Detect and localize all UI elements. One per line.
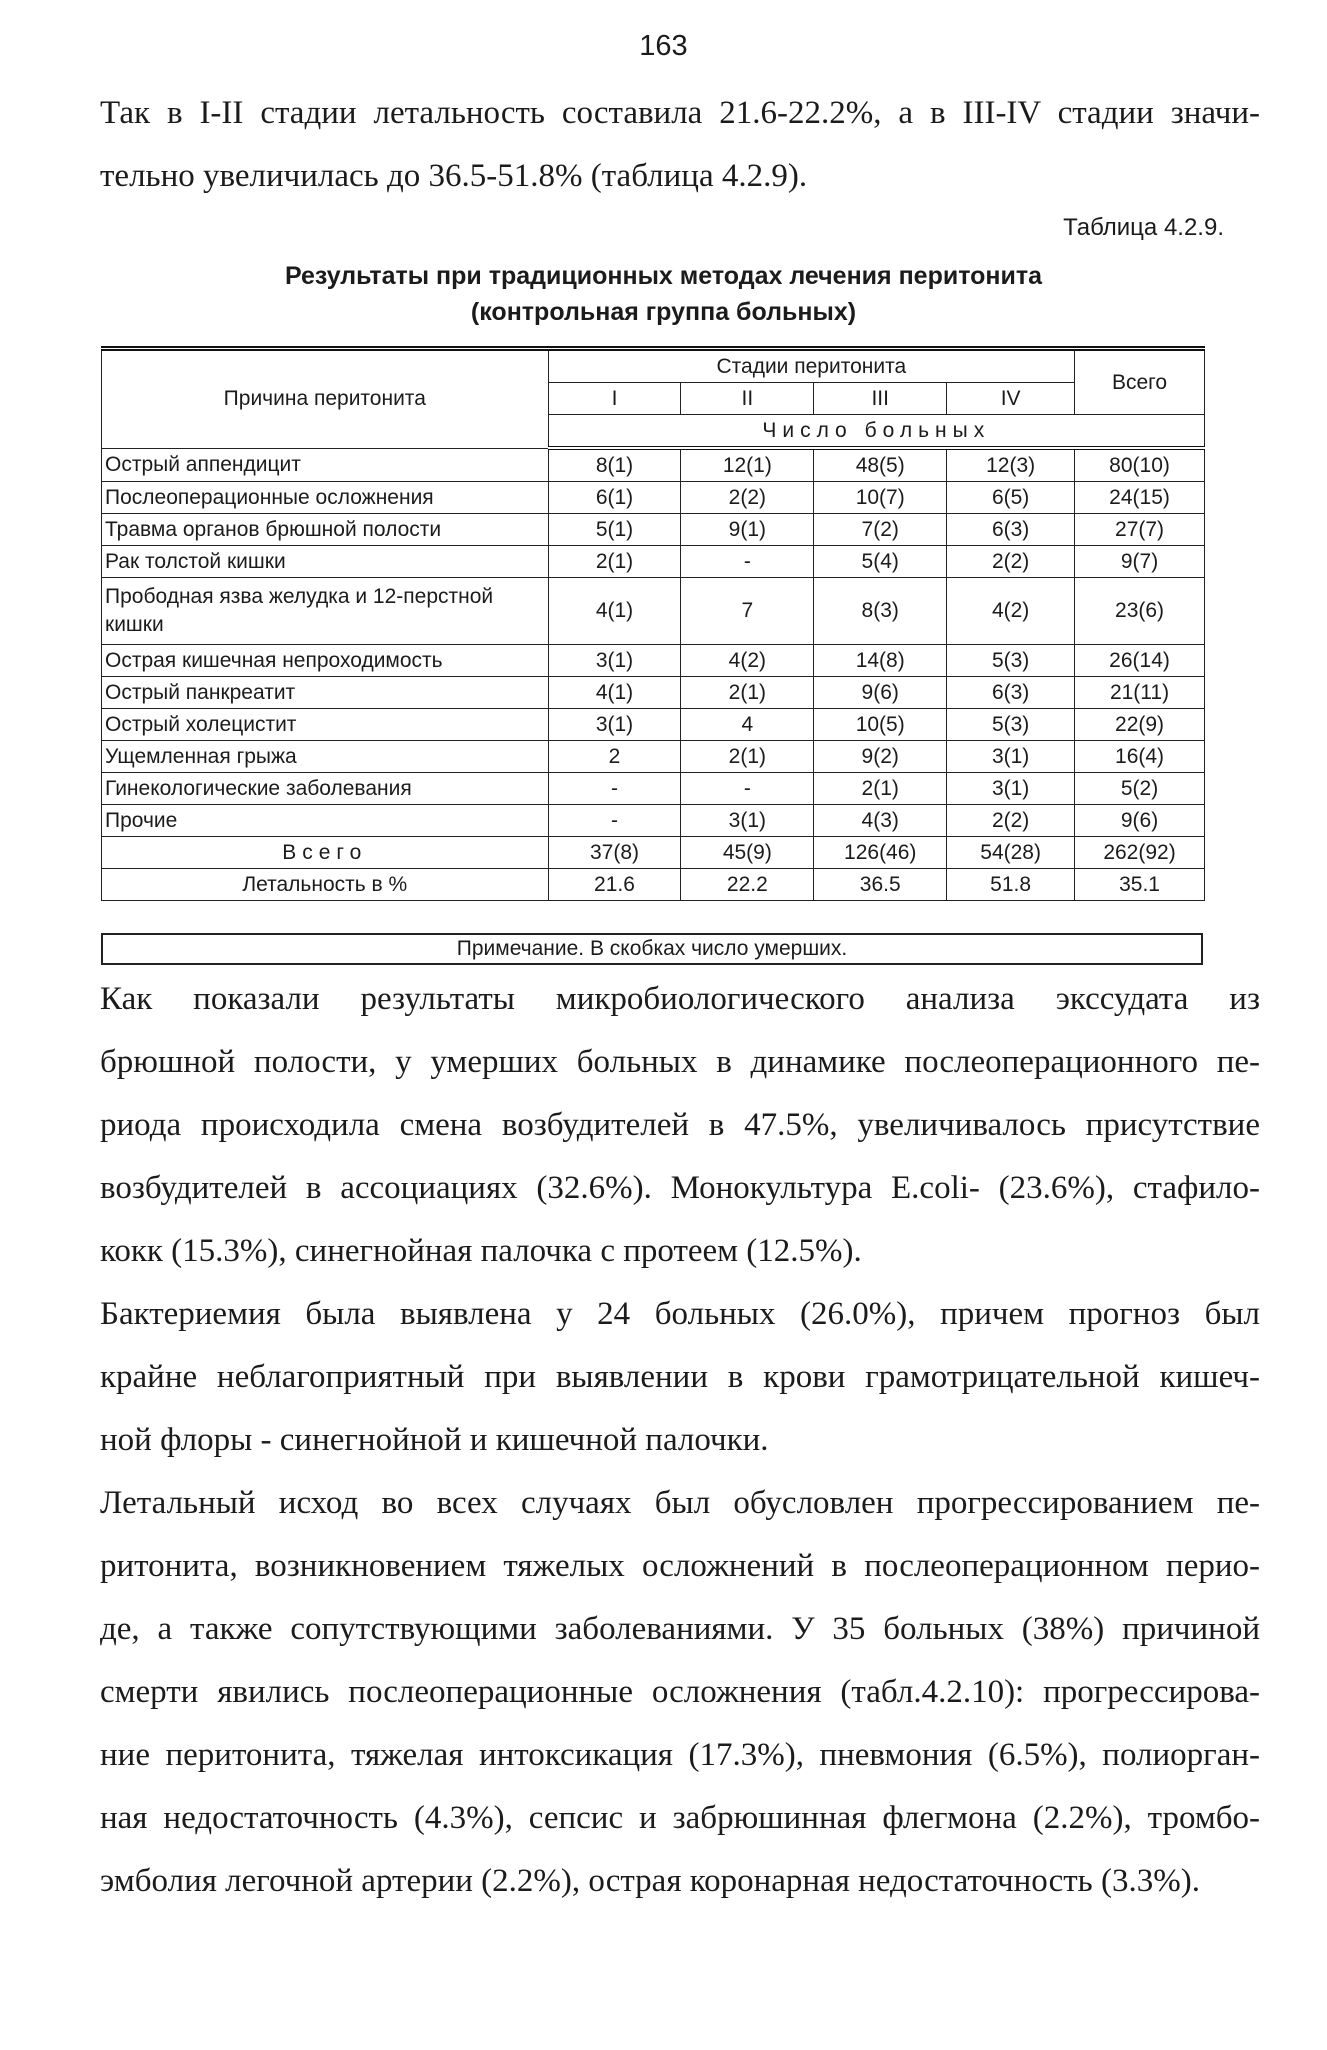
value-cell: 2(1) <box>814 773 947 805</box>
paragraph-line: возбудителей в ассоциациях (32.6%). Монокультура E.coli- (23.6%), стафило- <box>100 1170 1260 1206</box>
total-header: Всего <box>1075 349 1205 415</box>
cause-cell: Острый аппендицит <box>102 448 549 482</box>
value-cell: 8(1) <box>548 448 681 482</box>
value-cell: 12(3) <box>947 448 1075 482</box>
value-cell: 9(6) <box>1075 805 1205 837</box>
mortality-cell: 36.5 <box>814 869 947 901</box>
intro-paragraph <box>100 82 1260 208</box>
stage-header: IV <box>947 383 1075 415</box>
value-cell: 9(6) <box>814 677 947 709</box>
value-cell: 9(1) <box>681 514 814 546</box>
value-cell: 2(2) <box>947 805 1075 837</box>
paragraph-line: ная недостаточность (4.3%), сепсис и забрюшинная флегмона (2.2%), тромбо- <box>100 1800 1260 1836</box>
paragraph-mortality <box>100 1472 1260 1913</box>
results-table <box>101 346 1205 901</box>
mortality-cell: 21.6 <box>548 869 681 901</box>
value-cell: 2(1) <box>548 546 681 578</box>
page-number: 163 <box>639 30 688 62</box>
table-row <box>102 514 1205 546</box>
total-cell: 126(46) <box>814 837 947 869</box>
table-label: Таблица 4.2.9. <box>1063 214 1224 241</box>
total-cell: 37(8) <box>548 837 681 869</box>
table-title-line: Результаты при традиционных методах лечения перитонита <box>284 262 1043 290</box>
table-row <box>102 805 1205 837</box>
value-cell: 3(1) <box>947 741 1075 773</box>
total-cell: 45(9) <box>681 837 814 869</box>
value-cell: 4 <box>681 709 814 741</box>
value-cell: 10(5) <box>814 709 947 741</box>
value-cell: 22(9) <box>1075 709 1205 741</box>
value-cell: - <box>548 805 681 837</box>
value-cell: 7 <box>681 578 814 645</box>
cause-cell: Острый панкреатит <box>102 677 549 709</box>
paragraph-line: Бактериемия была выявлена у 24 больных (26.0%), причем прогноз был <box>100 1296 1260 1332</box>
cause-cell: Прочие <box>102 805 549 837</box>
paragraph-bacteremia <box>100 1283 1260 1472</box>
value-cell: 2 <box>548 741 681 773</box>
table-row <box>102 546 1205 578</box>
value-cell: 5(1) <box>548 514 681 546</box>
table-header-row <box>102 349 1205 383</box>
cause-cell: Прободная язва желудка и 12-перстной кишки <box>102 578 549 645</box>
value-cell: 4(1) <box>548 578 681 645</box>
value-cell: 3(1) <box>947 773 1075 805</box>
mortality-cell: 35.1 <box>1075 869 1205 901</box>
value-cell: 5(3) <box>947 709 1075 741</box>
value-cell: 6(1) <box>548 482 681 514</box>
table-title-line: (контрольная группа больных) <box>470 298 857 326</box>
cause-cell: Рак толстой кишки <box>102 546 549 578</box>
table-row <box>102 645 1205 677</box>
paragraph-line: Летальный исход во всех случаях был обусловлен прогрессированием пе- <box>100 1485 1260 1521</box>
value-cell: 6(3) <box>947 514 1075 546</box>
intro-line: тельно увеличилась до 36.5-51.8% (таблица 4.2.9). <box>100 158 808 194</box>
cause-cell: Ущемленная грыжа <box>102 741 549 773</box>
total-cell: 262(92) <box>1075 837 1205 869</box>
value-cell: 23(6) <box>1075 578 1205 645</box>
value-cell: 5(3) <box>947 645 1075 677</box>
intro-line: Так в I-II стадии летальность составила 21.6-22.2%, а в III-IV стадии значи- <box>100 95 1260 131</box>
table-note: Примечание. В скобках число умерших. <box>101 933 1203 965</box>
total-cell: 54(28) <box>947 837 1075 869</box>
value-cell: 14(8) <box>814 645 947 677</box>
table-row <box>102 741 1205 773</box>
stage-header: I <box>548 383 681 415</box>
value-cell: 6(5) <box>947 482 1075 514</box>
value-cell: 4(2) <box>681 645 814 677</box>
value-cell: 2(1) <box>681 677 814 709</box>
table-row <box>102 709 1205 741</box>
value-cell: 12(1) <box>681 448 814 482</box>
value-cell: 8(3) <box>814 578 947 645</box>
value-cell: 4(2) <box>947 578 1075 645</box>
table-row <box>102 482 1205 514</box>
value-cell: 7(2) <box>814 514 947 546</box>
value-cell: 6(3) <box>947 677 1075 709</box>
count-header: Число больных <box>548 415 1204 449</box>
value-cell: 9(7) <box>1075 546 1205 578</box>
value-cell: 2(2) <box>681 482 814 514</box>
value-cell: 24(15) <box>1075 482 1205 514</box>
stage-header: II <box>681 383 814 415</box>
value-cell: 3(1) <box>681 805 814 837</box>
table-title <box>0 258 1327 330</box>
value-cell: 3(1) <box>548 645 681 677</box>
cause-header: Причина перитонита <box>102 349 549 449</box>
total-row <box>102 837 1205 869</box>
cause-cell: Послеоперационные осложнения <box>102 482 549 514</box>
value-cell: 26(14) <box>1075 645 1205 677</box>
stage-header: III <box>814 383 947 415</box>
paragraph-line: эмболия легочной артерии (2.2%), острая коронарная недостаточность (3.3%). <box>100 1863 1200 1899</box>
total-label: Всего <box>102 837 549 869</box>
cause-cell: Острый холецистит <box>102 709 549 741</box>
value-cell: 3(1) <box>548 709 681 741</box>
paragraph-line: ние перитонита, тяжелая интоксикация (17.3%), пневмония (6.5%), полиорган- <box>100 1737 1260 1773</box>
paragraph-line: брюшной полости, у умерших больных в динамике послеоперационного пе- <box>100 1044 1260 1080</box>
value-cell: - <box>681 773 814 805</box>
paragraph-line: крайне неблагоприятный при выявлении в крови грамотрицательной кишеч- <box>100 1359 1260 1395</box>
value-cell: 10(7) <box>814 482 947 514</box>
paragraph-line: ритонита, возникновением тяжелых осложнений в послеоперационном перио- <box>100 1548 1260 1584</box>
table-row <box>102 578 1205 645</box>
value-cell: 16(4) <box>1075 741 1205 773</box>
value-cell: 4(1) <box>548 677 681 709</box>
value-cell: 9(2) <box>814 741 947 773</box>
value-cell: 21(11) <box>1075 677 1205 709</box>
paragraph-line: смерти явились послеоперационные осложнения (табл.4.2.10): прогрессирова- <box>100 1674 1260 1710</box>
value-cell: 2(2) <box>947 546 1075 578</box>
mortality-cell: 51.8 <box>947 869 1075 901</box>
value-cell: 27(7) <box>1075 514 1205 546</box>
value-cell: 80(10) <box>1075 448 1205 482</box>
value-cell: - <box>681 546 814 578</box>
cause-cell: Гинекологические заболевания <box>102 773 549 805</box>
value-cell: 5(4) <box>814 546 947 578</box>
table-row <box>102 448 1205 482</box>
value-cell: 48(5) <box>814 448 947 482</box>
mortality-row <box>102 869 1205 901</box>
value-cell: - <box>548 773 681 805</box>
paragraph-line: де, а также сопутствующими заболеваниями. У 35 больных (38%) причиной <box>100 1611 1260 1647</box>
mortality-cell: 22.2 <box>681 869 814 901</box>
value-cell: 5(2) <box>1075 773 1205 805</box>
cause-cell: Острая кишечная непроходимость <box>102 645 549 677</box>
stages-header: Стадии перитонита <box>548 349 1075 383</box>
table-row <box>102 773 1205 805</box>
paragraph-microbiology <box>100 968 1260 1283</box>
paragraph-line: риода происходила смена возбудителей в 47.5%, увеличивалось присутствие <box>100 1107 1260 1143</box>
paragraph-line: кокк (15.3%), синегнойная палочка с протеем (12.5%). <box>100 1233 862 1269</box>
mortality-label: Летальность в % <box>102 869 549 901</box>
value-cell: 2(1) <box>681 741 814 773</box>
paragraph-line: ной флоры - синегнойной и кишечной палочки. <box>100 1422 769 1458</box>
value-cell: 4(3) <box>814 805 947 837</box>
table-row <box>102 677 1205 709</box>
cause-cell: Травма органов брюшной полости <box>102 514 549 546</box>
paragraph-line: Как показали результаты микробиологического анализа экссудата из <box>100 981 1260 1017</box>
